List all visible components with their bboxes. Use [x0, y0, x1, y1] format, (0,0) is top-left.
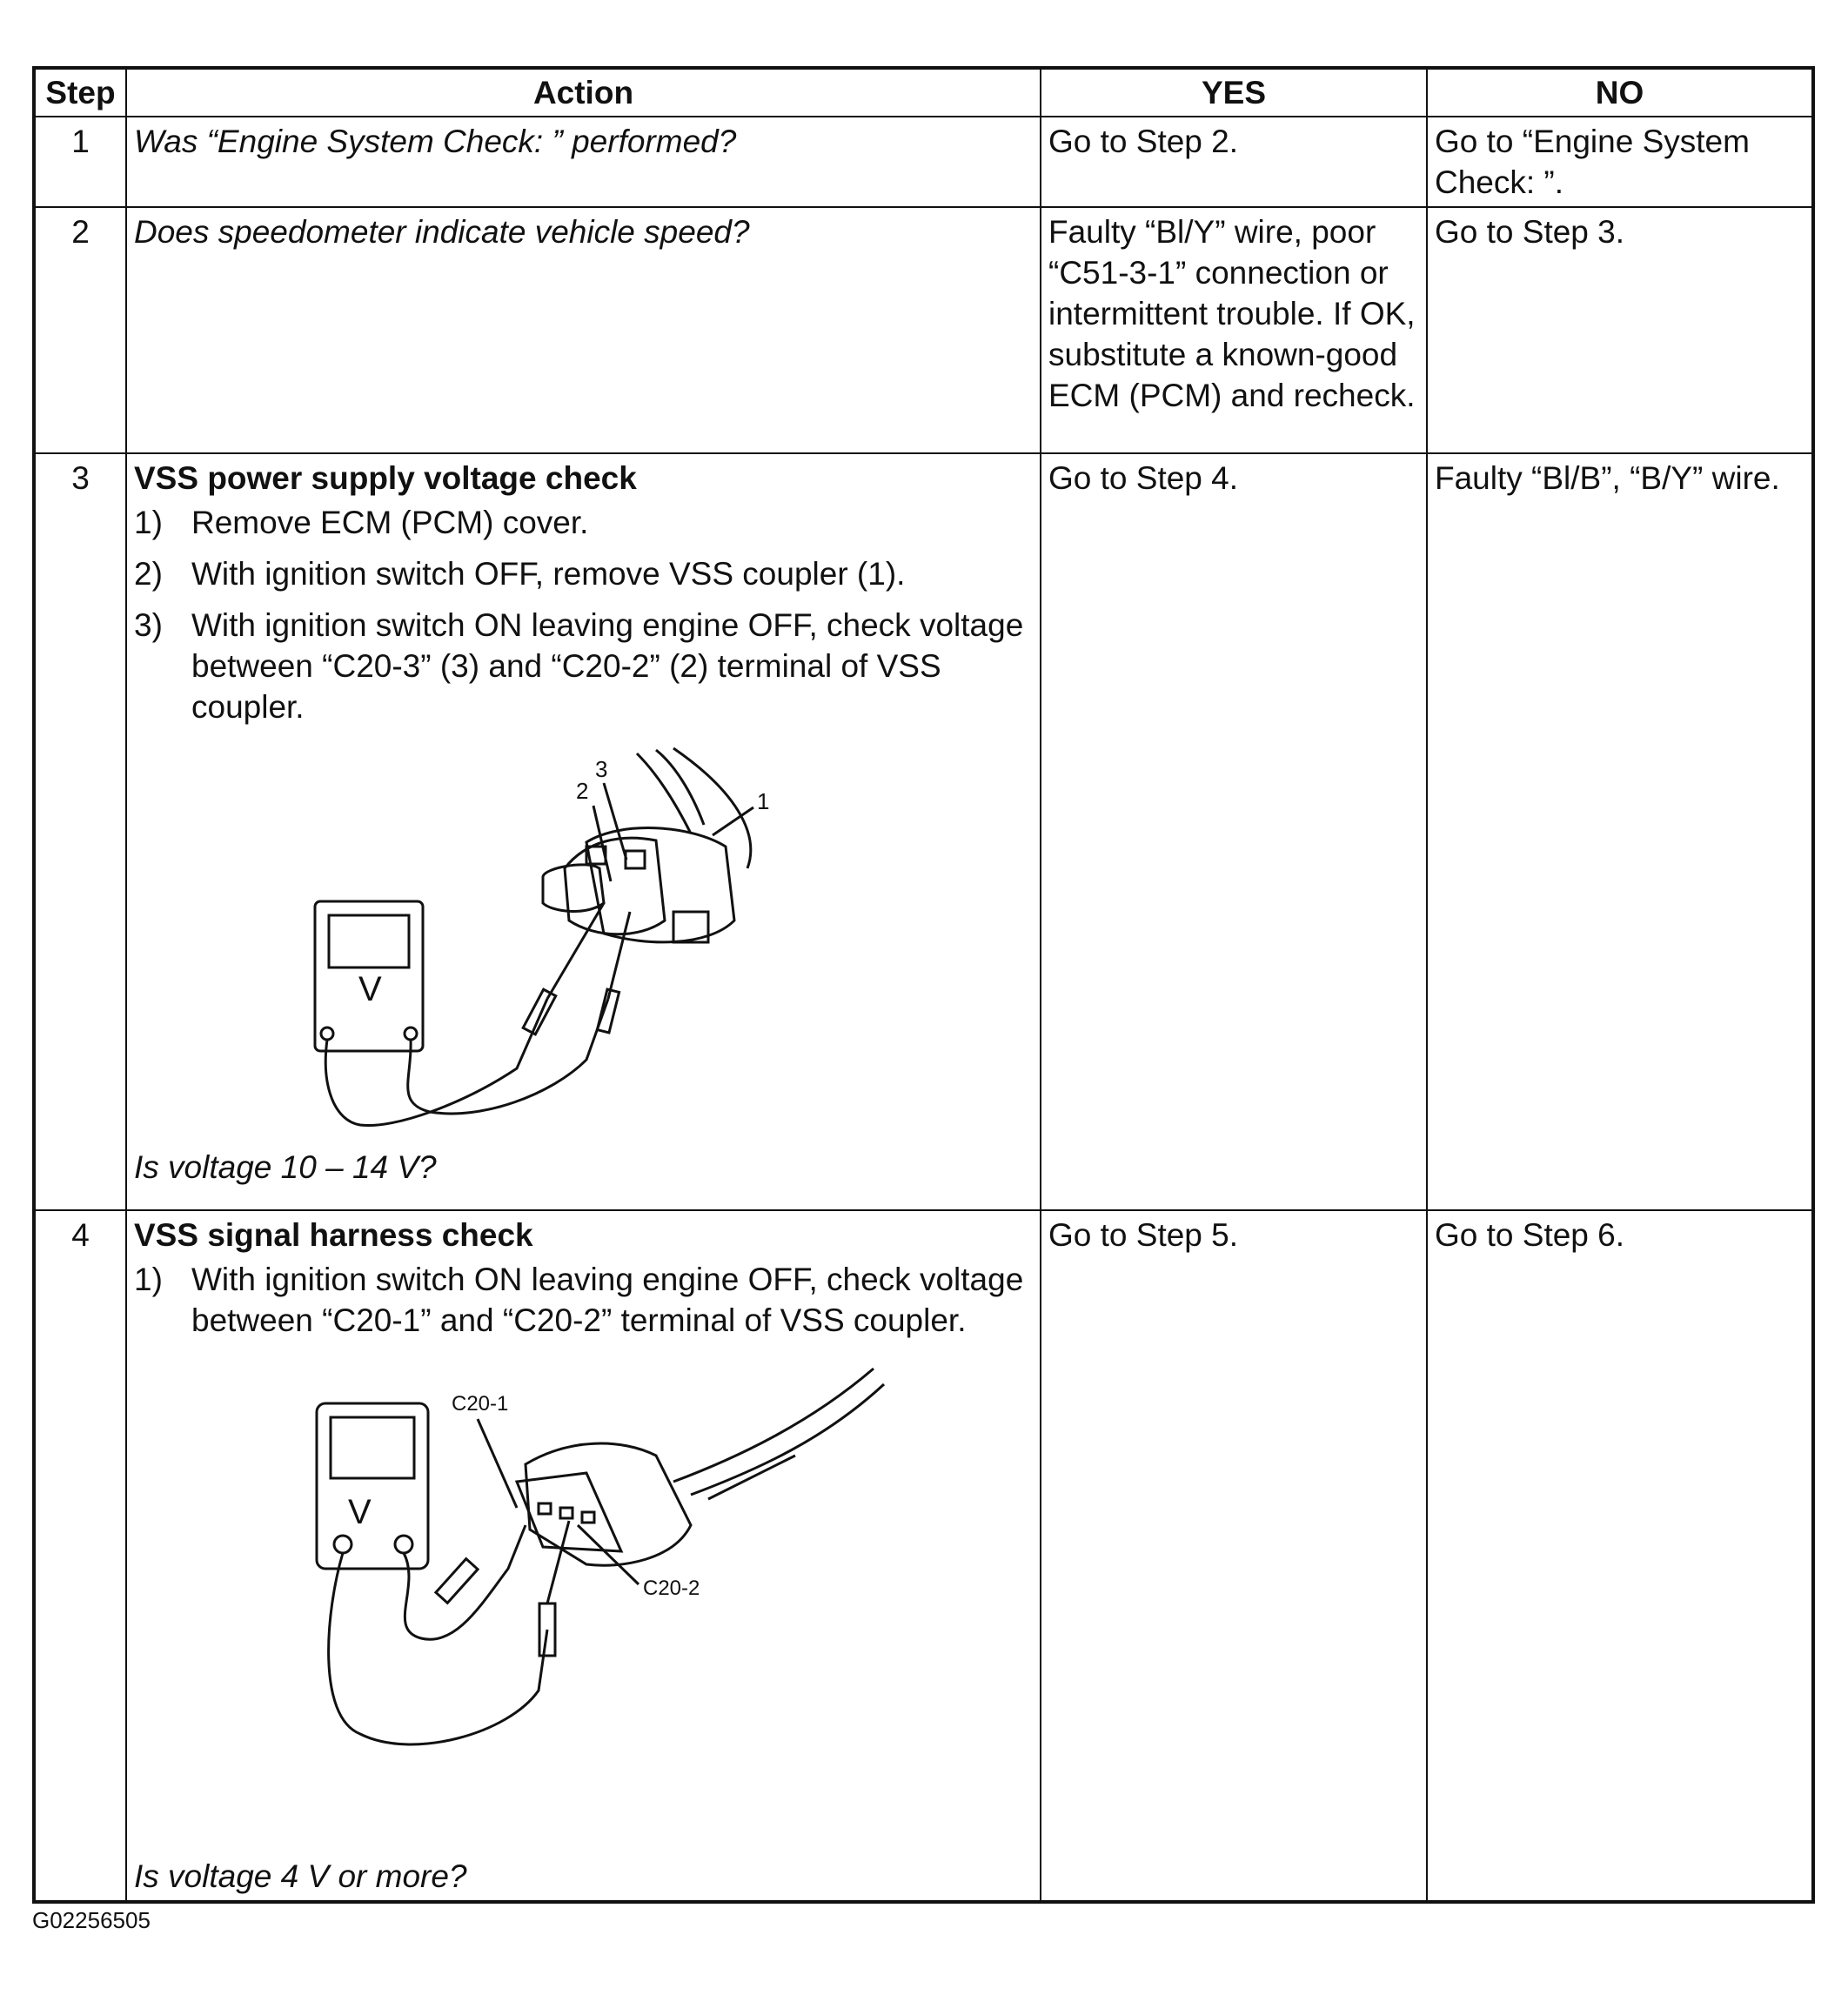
action-question: Was “Engine System Check: ” performed?	[126, 117, 1041, 207]
step-number: 2	[34, 207, 126, 453]
step-number: 1	[34, 117, 126, 207]
action-cell	[126, 1210, 1041, 1902]
substep-text: Remove ECM (PCM) cover.	[191, 505, 589, 540]
step-number: 4	[34, 1210, 126, 1902]
step-heading: VSS signal harness check	[134, 1217, 533, 1253]
substep	[134, 605, 1033, 727]
substep	[134, 502, 1033, 543]
table-row	[34, 453, 1813, 1210]
no-cell: Go to Step 6.	[1427, 1210, 1813, 1902]
callout-c20-1: C20-1	[452, 1392, 509, 1416]
step-heading: VSS power supply voltage check	[134, 460, 637, 496]
substep-text: With ignition switch ON leaving engine OFF, check voltage between “C20-1” and “C20-2” terminal of VSS coupler.	[191, 1262, 1024, 1338]
table-row	[34, 117, 1813, 207]
table-row	[34, 1210, 1813, 1902]
header-no: NO	[1427, 68, 1813, 117]
meter-v-label: V	[348, 1493, 372, 1531]
substep	[134, 553, 1033, 594]
substep-list	[134, 1259, 1033, 1341]
substep-number: 1)	[134, 1262, 163, 1297]
action-cell	[126, 453, 1041, 1210]
no-cell: Faulty “Bl/B”, “B/Y” wire.	[1427, 453, 1813, 1210]
diagnostic-table	[32, 66, 1815, 1904]
callout-c20-2: C20-2	[643, 1577, 700, 1600]
substep-text: With ignition switch OFF, remove VSS coupler (1).	[191, 556, 906, 592]
substep-number: 2)	[134, 556, 163, 592]
yes-cell: Go to Step 5.	[1041, 1210, 1427, 1902]
yes-cell: Faulty “Bl/Y” wire, poor “C51-3-1” connection or intermittent trouble. If OK, substitute a known-good ECM (PCM) and recheck.	[1041, 207, 1427, 453]
substep-list	[134, 502, 1033, 727]
header-yes: YES	[1041, 68, 1427, 117]
vss-power-check-figure	[134, 738, 1030, 1147]
header-action: Action	[126, 68, 1041, 117]
table-row	[34, 207, 1813, 453]
no-cell: Go to Step 3.	[1427, 207, 1813, 453]
yes-cell: Go to Step 4.	[1041, 453, 1427, 1210]
vss-signal-check-figure	[134, 1351, 1030, 1804]
table-header-row	[34, 68, 1813, 117]
substep-number: 3)	[134, 607, 163, 643]
action-question: Does speedometer indicate vehicle speed?	[126, 207, 1041, 453]
check-question: Is voltage 4 V or more?	[134, 1858, 467, 1894]
no-cell: Go to “Engine System Check: ”.	[1427, 117, 1813, 207]
figure-code: G02256505	[32, 1907, 151, 1933]
meter-v-label: V	[358, 970, 382, 1008]
callout-3: 3	[595, 756, 608, 782]
check-question: Is voltage 10 – 14 V?	[134, 1149, 437, 1185]
substep-number: 1)	[134, 505, 163, 540]
step-number: 3	[34, 453, 126, 1210]
yes-cell: Go to Step 2.	[1041, 117, 1427, 207]
substep	[134, 1259, 1033, 1341]
callout-1: 1	[757, 788, 770, 814]
header-step: Step	[34, 68, 126, 117]
substep-text: With ignition switch ON leaving engine OFF, check voltage between “C20-3” (3) and “C20-2” (2) terminal of VSS coupler.	[191, 607, 1024, 725]
callout-2: 2	[576, 778, 589, 804]
